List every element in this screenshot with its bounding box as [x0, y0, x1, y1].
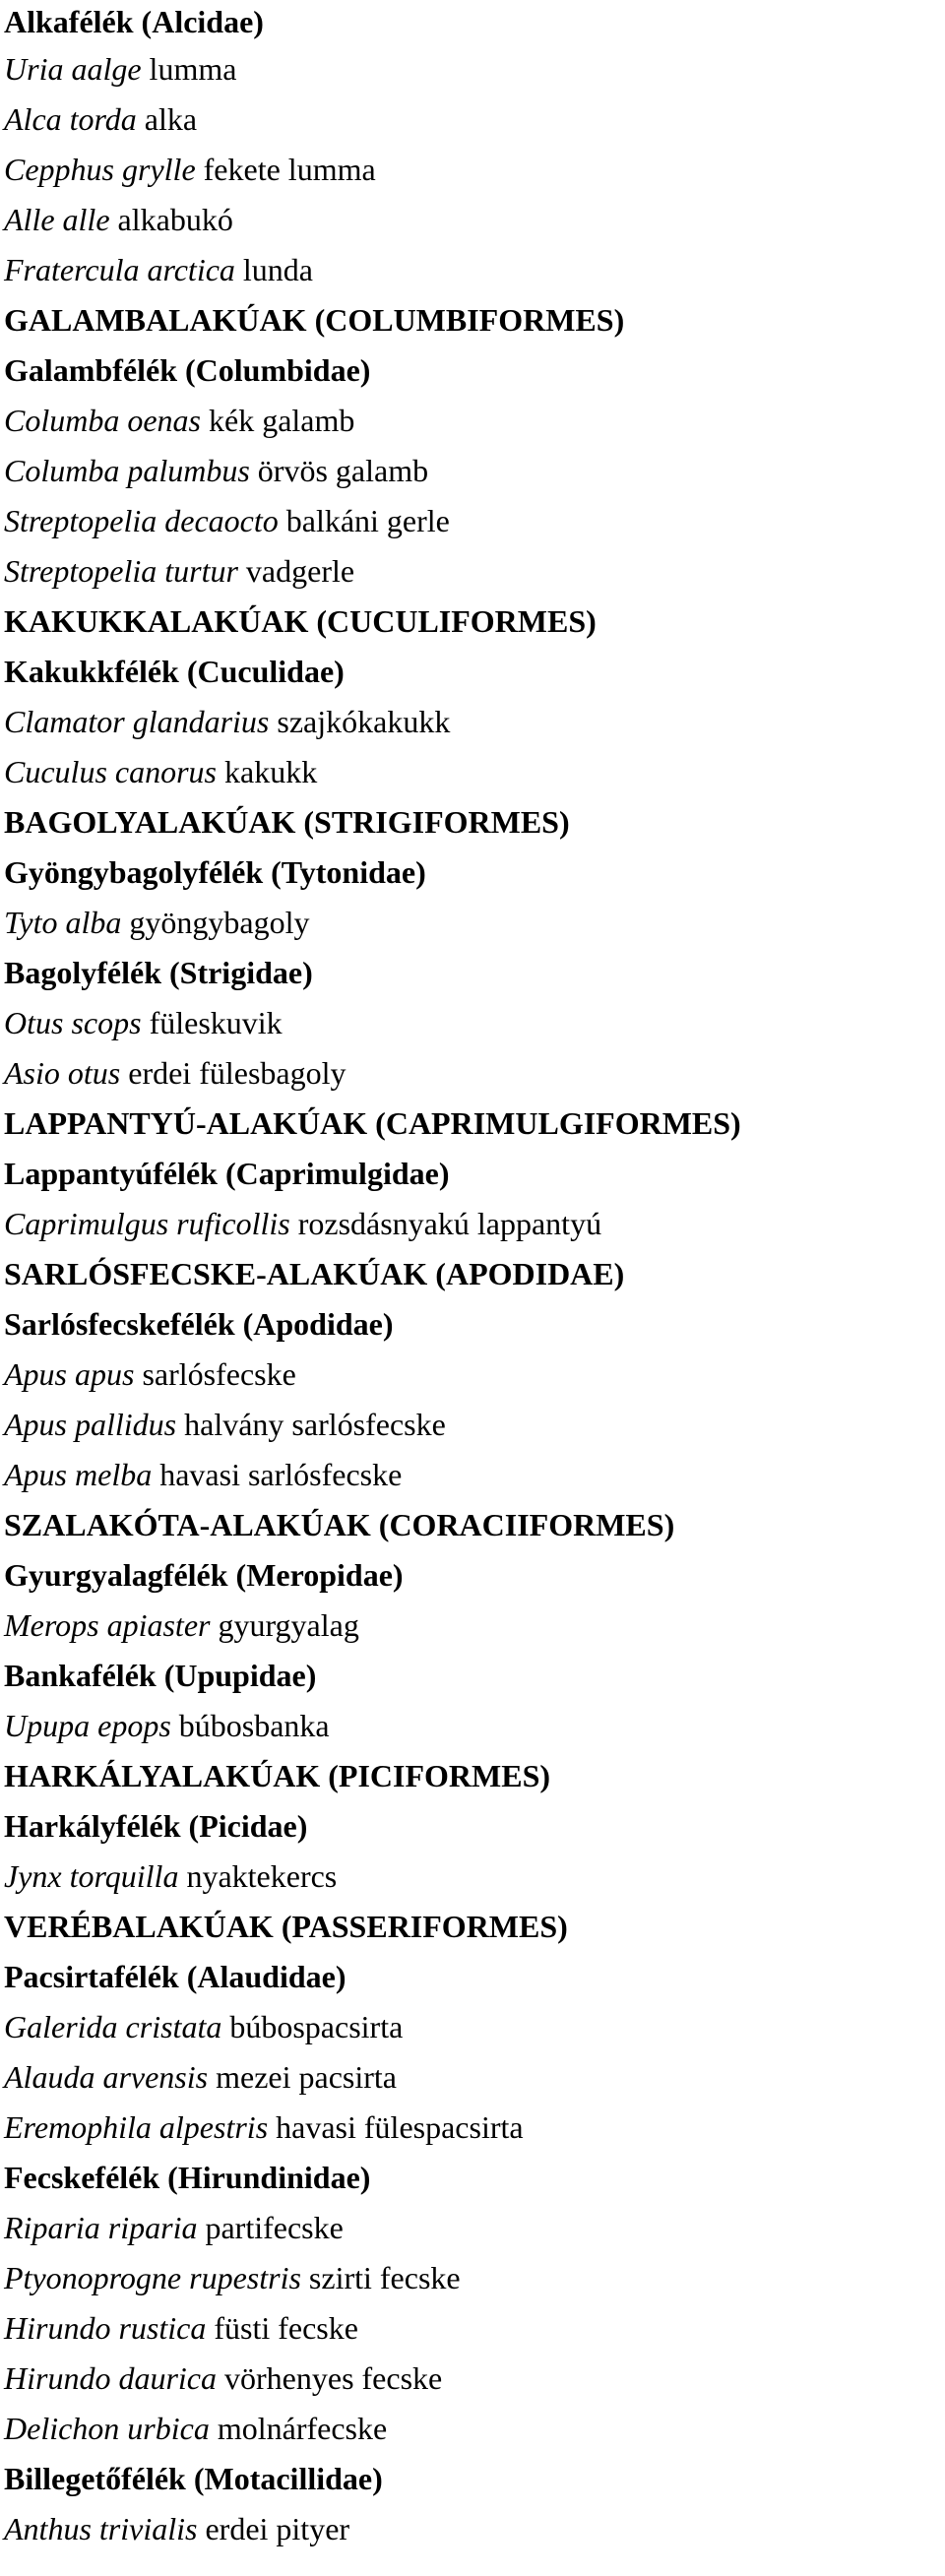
scientific-name: Fratercula arctica — [4, 252, 235, 287]
species-entry — [4, 1400, 941, 1450]
taxon-heading: Kakukkfélék (Cuculidae) — [4, 654, 345, 689]
taxon-heading: SARLÓSFECSKE-ALAKÚAK (APODIDAE) — [4, 1256, 625, 1291]
scientific-name: Anthus trivialis — [4, 2511, 198, 2546]
species-entry — [4, 245, 941, 295]
common-name: sarlósfecske — [142, 1356, 296, 1392]
species-entry — [4, 898, 941, 948]
scientific-name: Apus apus — [4, 1356, 135, 1392]
common-name: kék galamb — [209, 403, 355, 438]
scientific-name: Streptopelia decaocto — [4, 503, 279, 538]
species-list-document — [4, 0, 941, 2554]
taxon-heading: Lappantyúfélék (Caprimulgidae) — [4, 1156, 450, 1191]
common-name: gyöngybagoly — [129, 905, 310, 940]
species-entry — [4, 1199, 941, 1249]
common-name: fekete lumma — [203, 152, 376, 187]
taxon-heading: Sarlósfecskefélék (Apodidae) — [4, 1306, 394, 1342]
species-entry — [4, 697, 941, 747]
taxon-heading: Galambfélék (Columbidae) — [4, 352, 371, 388]
scientific-name: Merops apiaster — [4, 1607, 211, 1643]
species-entry — [4, 2303, 941, 2354]
common-name: vadgerle — [245, 553, 355, 589]
common-name: havasi sarlósfecske — [159, 1457, 403, 1492]
common-name: mezei pacsirta — [216, 2059, 397, 2095]
taxon-heading: Billegetőfélék (Motacillidae) — [4, 2461, 383, 2496]
species-entry — [4, 2052, 941, 2103]
scientific-name: Upupa epops — [4, 1708, 171, 1743]
common-name: nyaktekercs — [186, 1858, 338, 1894]
species-entry — [4, 446, 941, 496]
common-name: partifecske — [205, 2210, 344, 2245]
scientific-name: Columba palumbus — [4, 453, 250, 488]
species-entry — [4, 2354, 941, 2404]
common-name: erdei pityer — [205, 2511, 350, 2546]
taxon-heading: LAPPANTYÚ-ALAKÚAK (CAPRIMULGIFORMES) — [4, 1105, 741, 1141]
species-entry — [4, 396, 941, 446]
taxon-heading: HARKÁLYALAKÚAK (PICIFORMES) — [4, 1758, 551, 1793]
common-name: kakukk — [224, 754, 318, 789]
scientific-name: Hirundo rustica — [4, 2310, 207, 2346]
common-name: lumma — [149, 51, 237, 87]
common-name: füleskuvik — [149, 1005, 283, 1040]
scientific-name: Otus scops — [4, 1005, 142, 1040]
species-entry — [4, 195, 941, 245]
common-name: szajkókakukk — [277, 704, 451, 739]
common-name: balkáni gerle — [285, 503, 450, 538]
species-entry — [4, 2103, 941, 2153]
scientific-name: Alauda arvensis — [4, 2059, 209, 2095]
scientific-name: Galerida cristata — [4, 2009, 222, 2044]
taxon-heading: Bankafélék (Upupidae) — [4, 1658, 317, 1693]
scientific-name: Asio otus — [4, 1055, 121, 1091]
taxon-heading: Bagolyfélék (Strigidae) — [4, 955, 313, 990]
species-entry — [4, 2504, 941, 2554]
scientific-name: Alca torda — [4, 101, 137, 137]
species-entry — [4, 1450, 941, 1500]
scientific-name: Hirundo daurica — [4, 2360, 217, 2396]
species-entry — [4, 2002, 941, 2052]
taxon-heading: KAKUKKALAKÚAK (CUCULIFORMES) — [4, 603, 597, 639]
species-entry — [4, 2404, 941, 2454]
taxon-heading: VERÉBALAKÚAK (PASSERIFORMES) — [4, 1909, 568, 1944]
taxon-heading: BAGOLYALAKÚAK (STRIGIFORMES) — [4, 804, 570, 840]
taxon-heading: SZALAKÓTA-ALAKÚAK (CORACIIFORMES) — [4, 1507, 675, 1542]
scientific-name: Ptyonoprogne rupestris — [4, 2260, 301, 2295]
scientific-name: Alle alle — [4, 202, 110, 237]
scientific-name: Cepphus grylle — [4, 152, 196, 187]
species-entry — [4, 1701, 941, 1751]
common-name: rozsdásnyakú lappantyú — [297, 1206, 602, 1241]
scientific-name: Clamator glandarius — [4, 704, 270, 739]
common-name: búbospacsirta — [229, 2009, 404, 2044]
taxon-heading: Gyurgyalagfélék (Meropidae) — [4, 1557, 404, 1593]
scientific-name: Tyto alba — [4, 905, 122, 940]
taxon-heading: Alkafélék (Alcidae) — [4, 4, 264, 39]
species-entry — [4, 1048, 941, 1099]
species-entry — [4, 145, 941, 195]
species-entry — [4, 2203, 941, 2253]
scientific-name: Apus pallidus — [4, 1407, 177, 1442]
common-name: erdei fülesbagoly — [128, 1055, 346, 1091]
common-name: molnárfecske — [217, 2411, 388, 2446]
common-name: havasi fülespacsirta — [276, 2109, 524, 2145]
scientific-name: Apus melba — [4, 1457, 153, 1492]
species-entry — [4, 44, 941, 94]
common-name: halvány sarlósfecske — [184, 1407, 446, 1442]
species-entry — [4, 1601, 941, 1651]
common-name: vörhenyes fecske — [224, 2360, 443, 2396]
scientific-name: Delichon urbica — [4, 2411, 210, 2446]
taxon-heading: Fecskefélék (Hirundinidae) — [4, 2160, 371, 2195]
taxon-heading: Gyöngybagolyfélék (Tytonidae) — [4, 854, 426, 890]
scientific-name: Columba oenas — [4, 403, 201, 438]
common-name: búbosbanka — [178, 1708, 330, 1743]
common-name: szirti fecske — [308, 2260, 461, 2295]
species-entry — [4, 546, 941, 597]
scientific-name: Riparia riparia — [4, 2210, 198, 2245]
species-entry — [4, 94, 941, 145]
species-entry — [4, 747, 941, 797]
scientific-name: Cuculus canorus — [4, 754, 217, 789]
common-name: lunda — [242, 252, 313, 287]
scientific-name: Caprimulgus ruficollis — [4, 1206, 290, 1241]
species-entry — [4, 2253, 941, 2303]
species-entry — [4, 998, 941, 1048]
species-entry — [4, 1852, 941, 1902]
scientific-name: Streptopelia turtur — [4, 553, 238, 589]
taxon-heading: Harkályfélék (Picidae) — [4, 1808, 308, 1844]
common-name: füsti fecske — [214, 2310, 358, 2346]
scientific-name: Uria aalge — [4, 51, 142, 87]
common-name: örvös galamb — [257, 453, 429, 488]
taxon-heading: Pacsirtafélék (Alaudidae) — [4, 1959, 346, 1994]
taxon-heading: GALAMBALAKÚAK (COLUMBIFORMES) — [4, 302, 625, 338]
common-name: gyurgyalag — [218, 1607, 359, 1643]
scientific-name: Eremophila alpestris — [4, 2109, 269, 2145]
species-entry — [4, 496, 941, 546]
scientific-name: Jynx torquilla — [4, 1858, 179, 1894]
species-entry — [4, 1350, 941, 1400]
common-name: alkabukó — [117, 202, 233, 237]
common-name: alka — [144, 101, 198, 137]
